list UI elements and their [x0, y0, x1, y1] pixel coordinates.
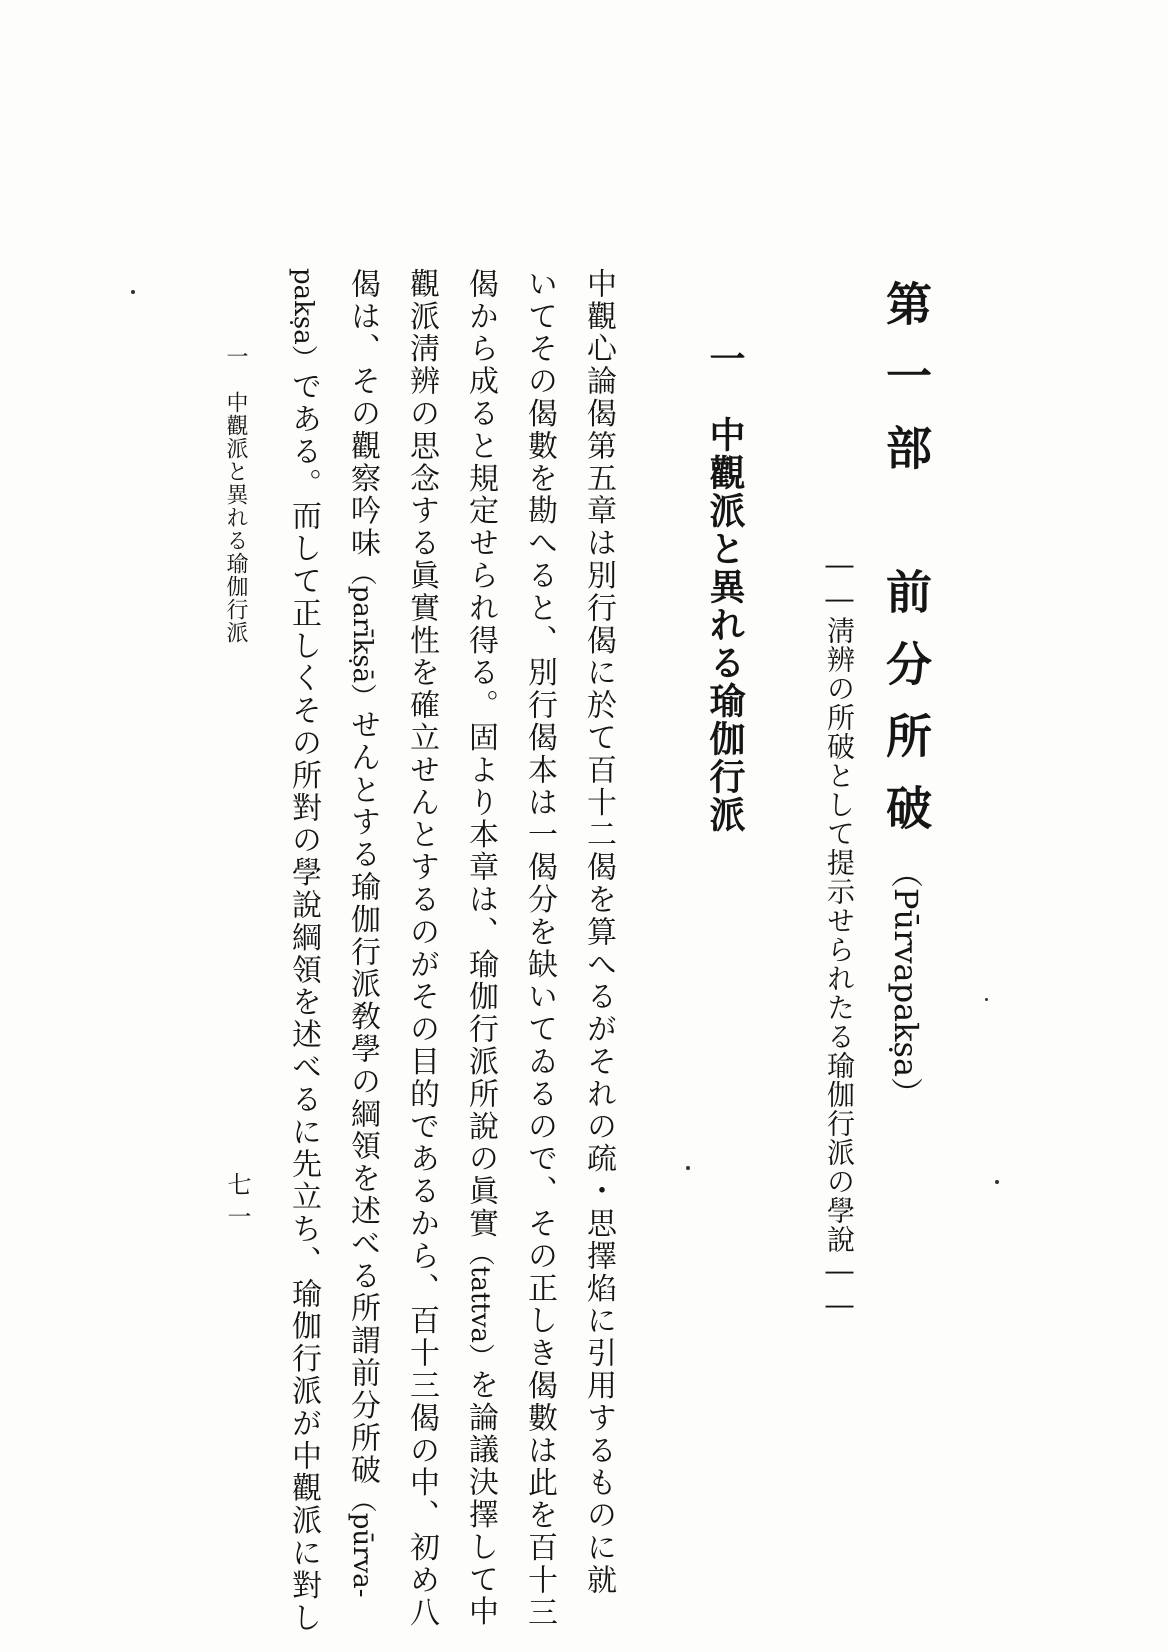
chapter-title: 一 中觀派と異れる瑜伽行派	[704, 340, 746, 834]
scan-speck	[131, 290, 135, 294]
part-title-text: 第一部 前分所破	[879, 280, 933, 856]
body-line-2: いてその偈數を勘へると、別行偈本は一偈分を缺いてゐるので、その正しき偈數は此を百十三	[522, 268, 557, 1629]
body-line-3: 偈から成ると規定せられ得る。固より本章は、瑜伽行派所說の眞實（tattva）を論議決擇して中	[463, 268, 498, 1629]
scan-speck	[985, 998, 988, 1001]
body-line-4: 觀派淸辨の思念する眞實性を確立せんとするのがその目的であるから、百十三偈の中、初め八	[404, 268, 439, 1629]
part-title-sanskrit: （Pūrvapakṣa）	[887, 856, 925, 1110]
part-subtitle: ――淸辨の所破として提示せられたる瑜伽行派の學說――	[823, 548, 856, 1322]
body-line-1: 中觀心論偈第五章は別行偈に於て百十二偈を算へるがそれの疏・思擇焰に引用するものに就	[581, 268, 616, 1597]
part-title	[879, 280, 933, 1110]
running-head: 一 中觀派と異れる瑜伽行派	[223, 345, 248, 644]
body-line-6: pakṣa）である。而して正しくその所對の學說綱領を述べるに先立ち、瑜伽行派が中觀派に對し	[286, 268, 321, 1635]
body-line-5: 偈は、その觀察吟味（parīkṣā）せんとする瑜伽行派敎學の綱領を述べる所謂前分所破（pūrva-	[345, 268, 380, 1598]
scan-speck	[995, 1180, 999, 1184]
scan-speck	[686, 1166, 690, 1170]
page-number: 七一	[223, 1172, 251, 1236]
